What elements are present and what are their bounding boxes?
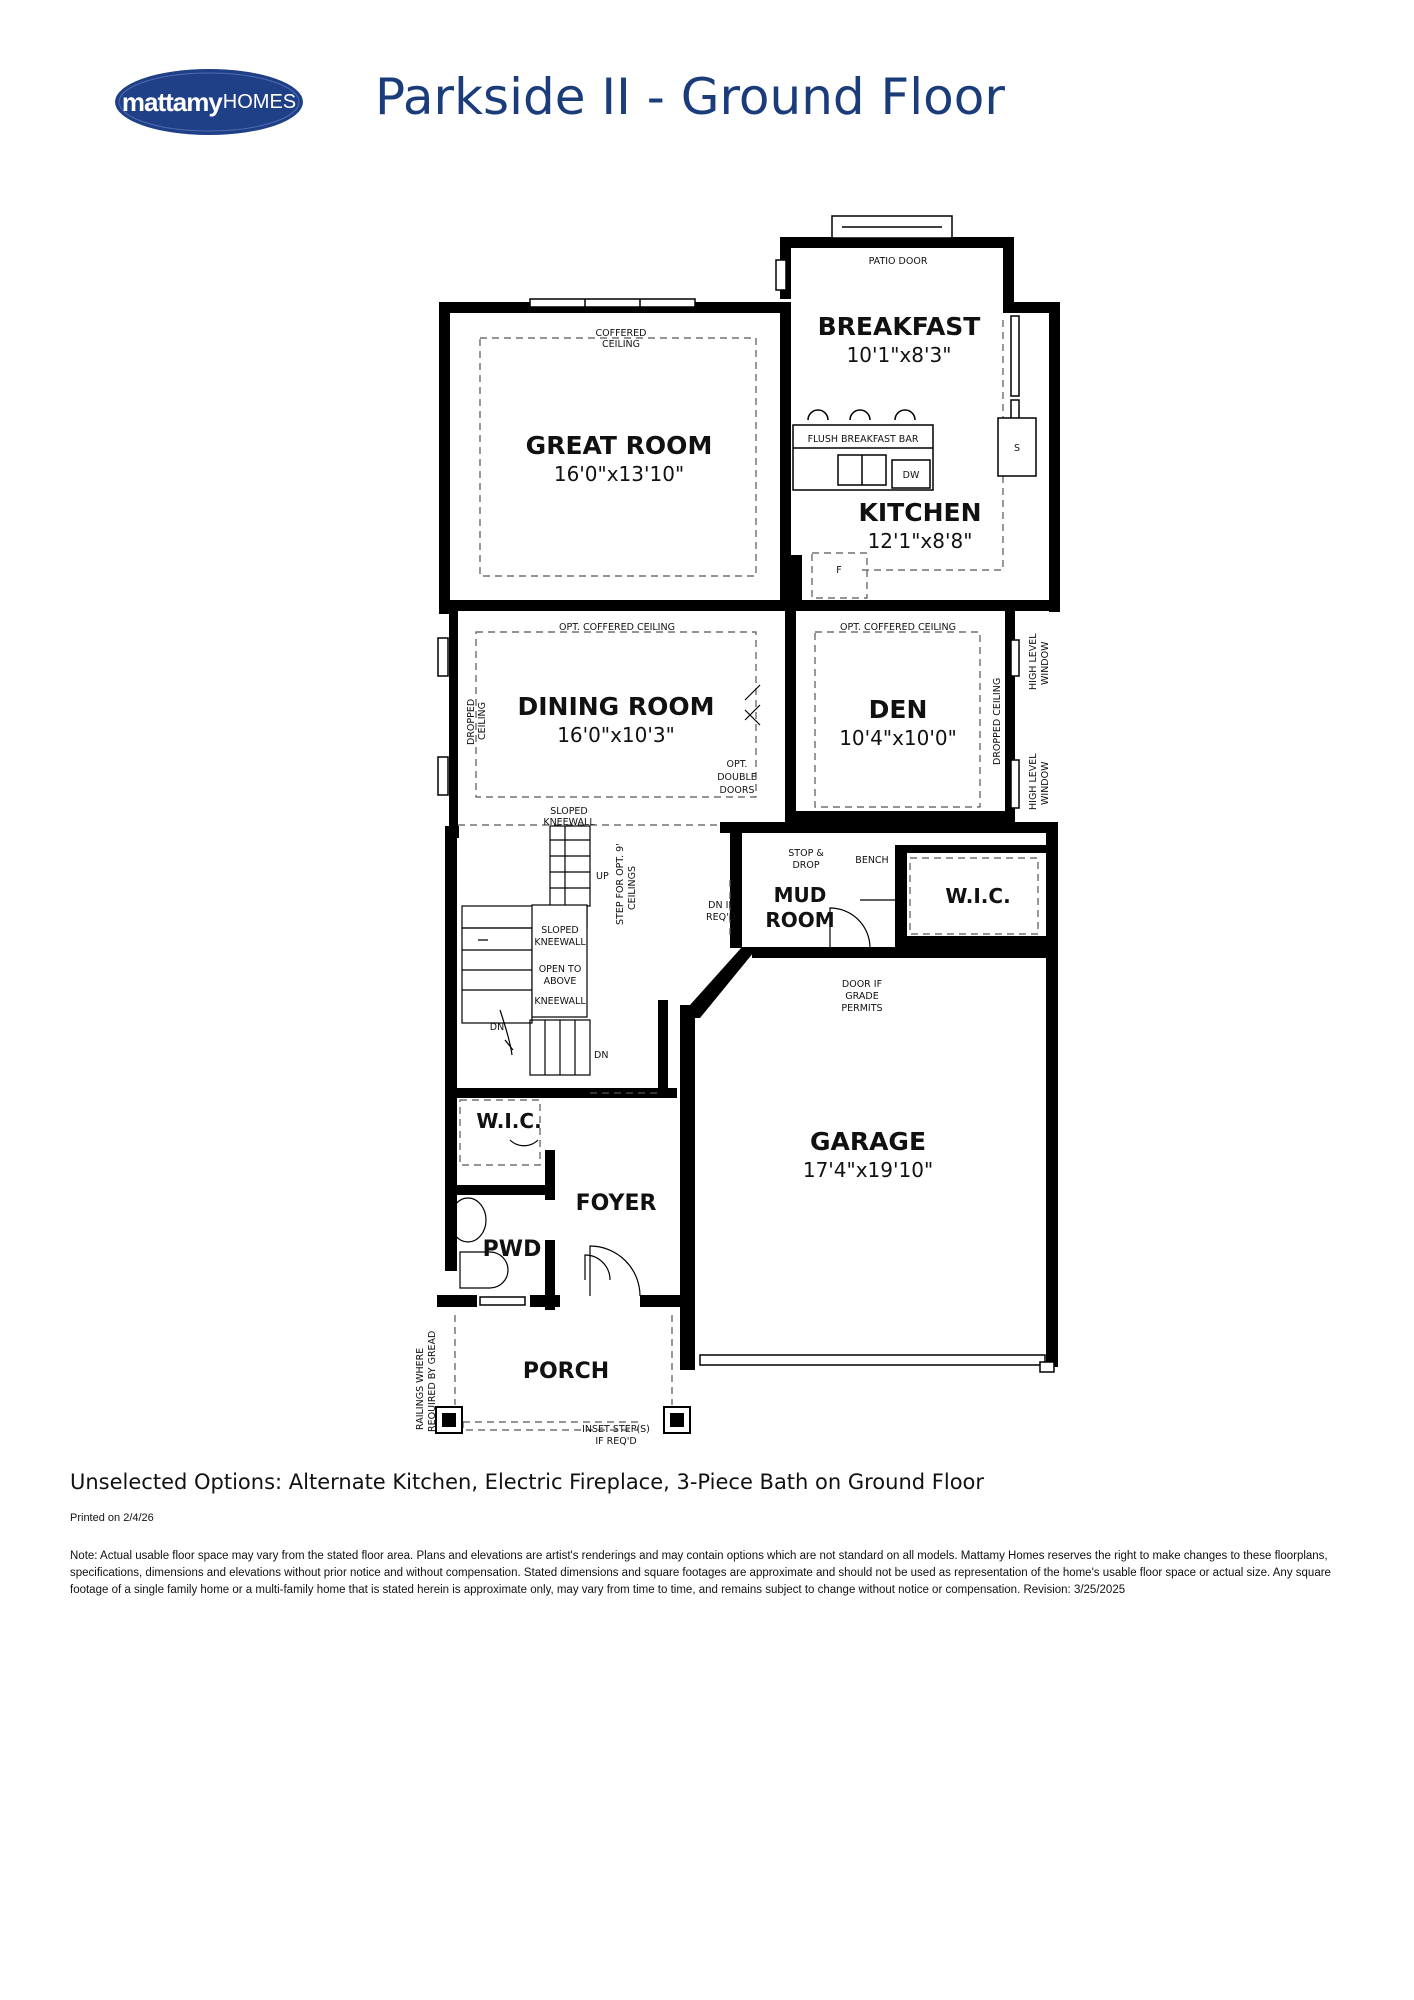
window (530, 299, 695, 307)
kneewall-note: KNEEWALL (534, 996, 586, 1007)
dn-note-2: DN (594, 1050, 609, 1061)
high-level-window-note-1b: WINDOW (1040, 641, 1051, 685)
stove-note: S (1013, 443, 1021, 454)
garage-post (1040, 1362, 1054, 1372)
railings-note-1: RAILINGS WHERE (415, 1347, 426, 1430)
wall (780, 302, 791, 557)
wall (545, 1150, 555, 1200)
inset-steps-note-2: IF REQ'D (595, 1436, 637, 1447)
wic-lower-door (510, 1140, 538, 1146)
great-room-label: GREAT ROOM (525, 431, 713, 460)
kitchen-dim: 12'1"x8'8" (867, 529, 973, 553)
window (776, 260, 786, 290)
open-to-above-note-1: OPEN TO (538, 964, 582, 975)
wall (720, 822, 1055, 833)
window (1011, 760, 1019, 808)
wall (439, 600, 1059, 611)
dropped-ceiling-den-note: DROPPED CEILING (992, 677, 1003, 765)
sloped-kneewall-mid-note-1: SLOPED (541, 925, 579, 936)
page-title: Parkside II - Ground Floor (375, 68, 1005, 126)
wall (437, 1295, 477, 1307)
dropped-ceiling-dining-note-1: DROPPED (466, 698, 477, 745)
wall (658, 1000, 668, 1088)
den-label: DEN (868, 695, 928, 724)
stop-drop-note-1: STOP & (788, 848, 824, 859)
dn-if-reqd-note-1: DN IF (708, 900, 734, 911)
garage-door (700, 1355, 1045, 1365)
opt-coffered-den-note: OPT. COFFERED CEILING (840, 622, 956, 633)
step-opt-note-2: CEILINGS (627, 865, 638, 910)
opt-double-doors-note-1: OPT. (726, 759, 748, 770)
logo-text-mattamy: mattamy (121, 86, 222, 117)
sloped-kneewall-top-note-2: KNEEWALL (543, 817, 595, 828)
great-room-dim: 16'0"x13'10" (553, 462, 685, 486)
wall (680, 1005, 695, 1370)
patio-door-note: PATIO DOOR (868, 256, 928, 267)
porch-label: PORCH (522, 1359, 610, 1384)
wall (530, 1295, 560, 1307)
bench-note: BENCH (855, 855, 889, 866)
high-level-window-note-2a: HIGH LEVEL (1028, 753, 1039, 810)
step-opt-note-1: STEP FOR OPT. 9' (615, 843, 626, 925)
wall (780, 555, 802, 600)
high-level-window-note-1a: HIGH LEVEL (1028, 633, 1039, 690)
wall (785, 811, 1015, 822)
logo-text-homes: HOMES (222, 90, 297, 113)
wall (640, 1295, 685, 1307)
door-if-grade-note-2: GRADE (845, 991, 879, 1002)
porch-posts (436, 1407, 690, 1433)
pwd-label: PWD (482, 1237, 542, 1262)
wall (445, 826, 459, 838)
kitchen-label: KITCHEN (858, 498, 982, 527)
coffered-note-1: COFFERED (595, 328, 647, 339)
opt-double-doors-note-2: DOUBLE (717, 772, 757, 783)
wall (445, 1185, 545, 1195)
wall (730, 833, 742, 948)
up-note: UP (596, 871, 609, 882)
bar-stools (808, 410, 915, 420)
inset-steps-note-1: INSET STEP(S) (582, 1424, 650, 1435)
coffered-note-2: CEILING (602, 339, 640, 350)
wall (895, 845, 907, 947)
front-door (590, 1246, 640, 1296)
door-if-grade-note-3: PERMITS (841, 1003, 883, 1014)
opt-double-doors (745, 685, 760, 725)
printed-date: Printed on 2/4/26 (70, 1512, 154, 1524)
disclaimer-note: Note: Actual usable floor space may vary from the stated floor area. Plans and elevations are artist's renderings and may contain options which are not standard on all models. Mattamy Homes reserves the right to make changes to these floorplans, specifications, dimensions and elevations without prior notice and without compensation. Stated dimensions and square footages are approximate and should not be used as representation of the home's usable floor space or actual size. Any square footage of a single family home or a multi-family home that is stated herein is approximate only, may vary from time to time, and remains subject to change without notice or compensation. Revision: 3/25/2025 (70, 1550, 1331, 1596)
wall (752, 947, 1058, 958)
breakfast-label: BREAKFAST (817, 312, 981, 341)
den-dim: 10'4"x10'0" (839, 726, 957, 750)
window (438, 757, 448, 795)
staircase (462, 826, 590, 1075)
fridge-note: F (836, 565, 842, 576)
wic-lower-label: W.I.C. (476, 1109, 542, 1133)
dining-room-label: DINING ROOM (517, 692, 715, 721)
wic-upper-label: W.I.C. (945, 884, 1011, 908)
mud-room-door (830, 908, 870, 948)
wall (439, 302, 450, 614)
open-to-above-note-2: ABOVE (543, 976, 577, 987)
high-level-window-note-2b: WINDOW (1040, 761, 1051, 805)
wall (785, 611, 796, 821)
dropped-ceiling-dining-note-2: CEILING (477, 702, 488, 740)
wall (1046, 822, 1058, 947)
door-if-grade-note-1: DOOR IF (841, 979, 883, 990)
dashed-features (455, 320, 1038, 1430)
window (480, 1297, 525, 1305)
window (1011, 640, 1019, 676)
dw-note: DW (902, 470, 920, 481)
sloped-kneewall-mid-note-2: KNEEWALL (534, 937, 586, 948)
wall (905, 936, 1046, 947)
pwd-door (585, 1255, 610, 1280)
stop-drop-note-2: DROP (792, 860, 820, 871)
opt-coffered-dining-note: OPT. COFFERED CEILING (559, 622, 675, 633)
walls (437, 237, 1060, 1370)
mud-room-label-1: MUD (773, 883, 827, 907)
garage-dim: 17'4"x19'10" (802, 1158, 934, 1182)
garage-label: GARAGE (809, 1127, 927, 1156)
railings-note-2: REQUIRED BY GREAD (427, 1330, 438, 1432)
unselected-options: Unselected Options: Alternate Kitchen, Electric Fireplace, 3-Piece Bath on Ground Floor (70, 1470, 985, 1494)
wall (449, 611, 458, 826)
wall (1049, 302, 1060, 612)
dn-if-reqd-note-2: REQ'D (705, 912, 737, 923)
stair-lower (462, 928, 532, 1023)
flush-breakfast-bar-note: FLUSH BREAKFAST BAR (807, 434, 919, 445)
window (438, 638, 448, 676)
wall (1003, 237, 1014, 307)
dining-room-dim: 16'0"x10'3" (557, 723, 675, 747)
window (1011, 316, 1019, 396)
garage-angled-wall (690, 947, 758, 1018)
opt-double-doors-note-3: DOORS (719, 785, 755, 796)
wall (1046, 947, 1058, 1367)
mud-room-label-2: ROOM (765, 908, 835, 932)
foyer-label: FOYER (575, 1191, 657, 1216)
breakfast-dim: 10'1"x8'3" (846, 343, 952, 367)
sloped-kneewall-top-note-1: SLOPED (550, 806, 588, 817)
dn-note-1: DN (489, 1022, 505, 1033)
wall (905, 845, 1047, 853)
stair-upper (550, 826, 590, 906)
